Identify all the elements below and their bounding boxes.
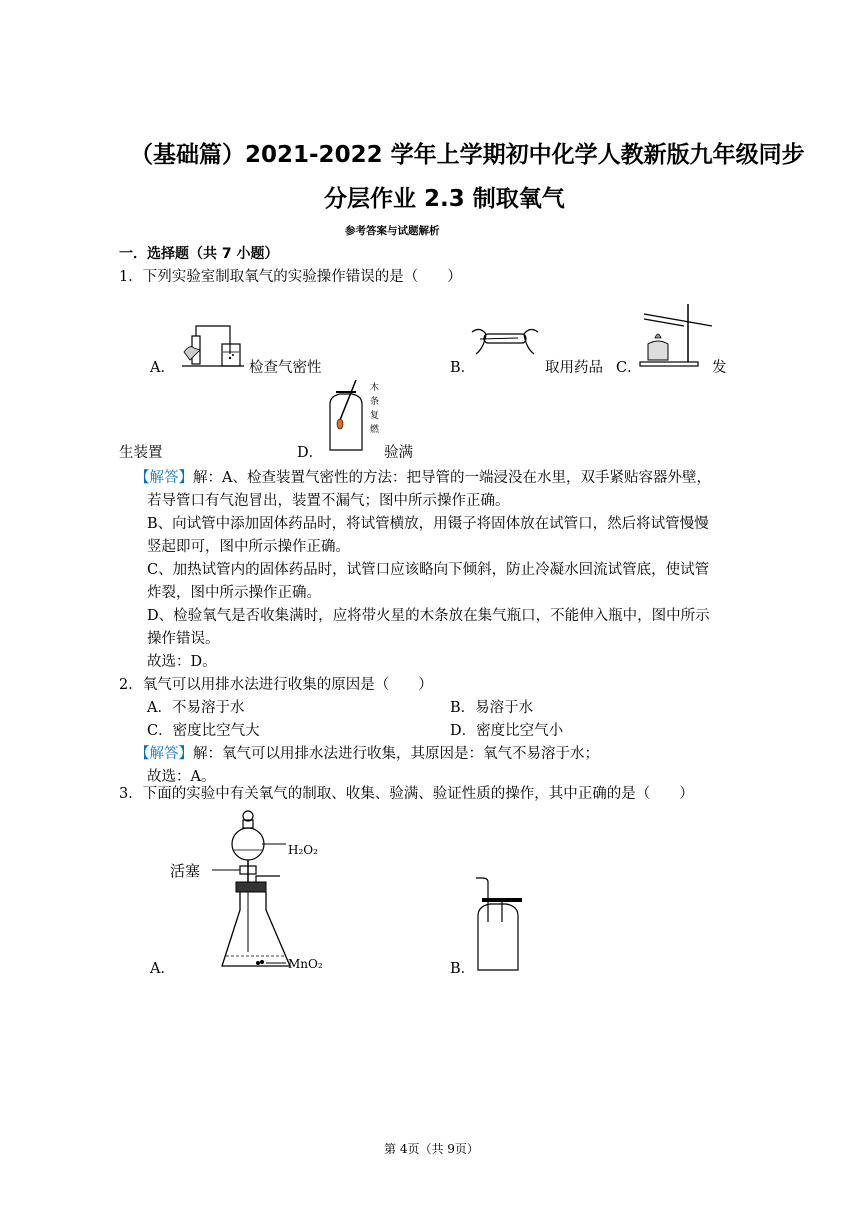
q1-answer-text-1b: 若导管口有气泡冒出，装置不漏气；图中所示操作正确。 [147, 493, 510, 509]
page-title-line1: （基础篇）2021-2022 学年上学期初中化学人教新版九年级同步 [130, 142, 805, 168]
q1-answer-text-1a: 解：A、检查装置气密性的方法：把导管的一端浸没在水里，双手紧贴容器外壁， [193, 470, 711, 486]
section-heading: 一．选择题（共 7 小题） [119, 246, 279, 262]
page-title-line2: 分层作业 2.3 制取氧气 [324, 186, 565, 212]
q1-answer-text-2a: B、向试管中添加固体药品时，将试管横放，用镊子将固体放在试管口，然后将试管慢慢 [147, 516, 709, 532]
q2-answer-line1 [135, 742, 599, 763]
q1-option-d-text: 验满 [384, 445, 413, 461]
q3-a-image [170, 806, 350, 976]
q1-answer-text-3a: C、加热试管内的固体药品时，试管口应该略向下倾斜，防止冷凝水回流试管底，使试管 [147, 562, 710, 578]
q3-stem: 3．下面的实验中有关氧气的制取、收集、验满、验证性质的操作，其中正确的是（ ） [119, 786, 694, 802]
q1-answer-text-4a: D、检验氧气是否收集满时，应将带火星的木条放在集气瓶口，不能伸入瓶中，图中所示 [147, 608, 710, 624]
q1-option-b-label: B． [450, 360, 476, 376]
q1-option-b-text: 取用药品 [545, 360, 603, 376]
q1-option-a-label: A． [150, 360, 175, 376]
q1-b-image [470, 322, 540, 362]
q2-option-b: B．易溶于水 [450, 700, 534, 716]
q1-option-c-text-2: 生装置 [119, 445, 163, 461]
page-footer: 第 4页（共 9页） [384, 1142, 479, 1156]
q1-answer-line1 [135, 466, 711, 487]
q1-choice: 故选：D。 [147, 654, 217, 670]
q2-stem: 2．氧气可以用排水法进行收集的原因是（ ） [119, 677, 433, 693]
q2-option-a: A．不易溶于水 [147, 700, 245, 716]
q1-answer-text-2b: 竖起即可，图中所示操作正确。 [147, 539, 350, 555]
q2-option-d: D．密度比空气小 [450, 723, 564, 739]
q1-answer-text-4b: 操作错误。 [147, 631, 220, 647]
q1-option-d-label: D． [297, 445, 324, 461]
q1-answer-text-3b: 炸裂，图中所示操作正确。 [147, 585, 321, 601]
q3-b-image [470, 876, 526, 974]
q3-option-a-label: A． [150, 961, 175, 977]
q1-c-image [638, 300, 714, 368]
q2-choice: 故选：A。 [147, 769, 216, 785]
q1-option-a-text: 检查气密性 [249, 360, 322, 376]
q1-a-image [180, 322, 246, 370]
q1-d-image [322, 378, 384, 454]
q1-option-c-text-1: 发 [712, 360, 727, 376]
q1-d-label-4: 燃 [370, 425, 380, 435]
q3-h2o2-label: H₂O₂ [288, 843, 318, 857]
q3-option-b-label: B． [450, 961, 476, 977]
page-subtitle: 参考答案与试题解析 [345, 225, 440, 237]
q1-d-label-3: 复 [370, 411, 380, 421]
q1-d-label-2: 条 [370, 397, 380, 407]
q1-stem: 1．下列实验室制取氧气的实验操作错误的是（ ） [119, 269, 462, 285]
q1-option-c-label: C． [616, 360, 642, 376]
q3-mno2-label: MnO₂ [288, 957, 323, 971]
q2-answer-text: 解：氧气可以用排水法进行收集，其原因是：氧气不易溶于水； [193, 746, 599, 762]
q3-valve-label: 活塞 [170, 862, 201, 880]
q1-d-label-1: 木 [370, 383, 380, 393]
q2-option-c: C．密度比空气大 [147, 723, 260, 739]
q1-answer-tag: 【解答】 [135, 470, 193, 486]
q2-answer-tag: 【解答】 [135, 746, 193, 762]
